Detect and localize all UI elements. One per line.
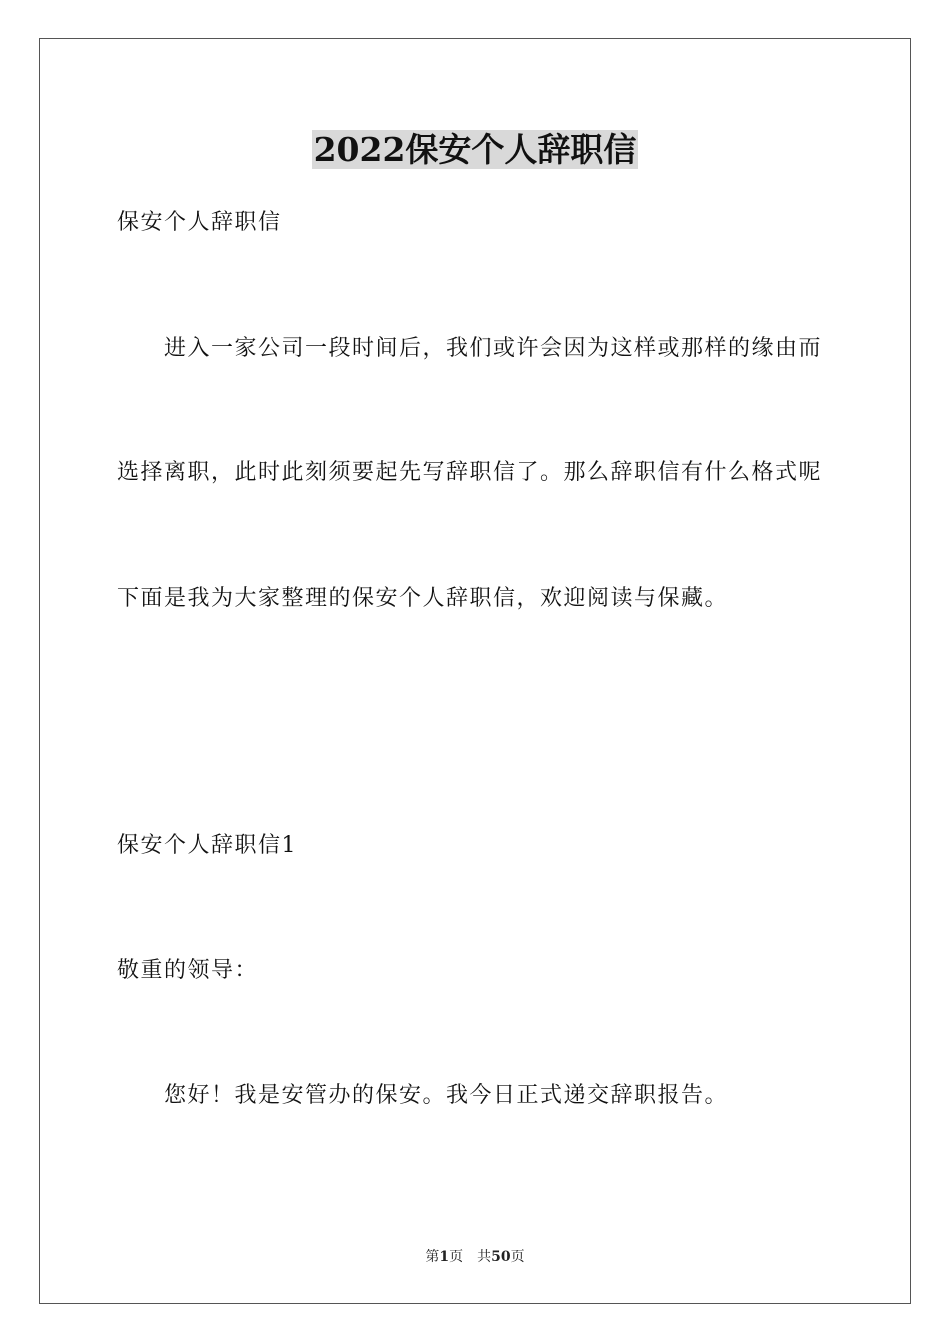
- intro-line-1: 进入一家公司一段时间后，我们或许会因为这样或那样的缘由而: [164, 336, 823, 361]
- intro-line-2: 选择离职，此时此刻须要起先写辞职信了。那么辞职信有什么格式呢: [117, 460, 823, 485]
- footer-page-number: 1: [439, 1249, 450, 1265]
- body-line-1: 您好！我是安管办的保安。我今日正式递交辞职报告。: [164, 1083, 729, 1108]
- salutation: 敬重的领导：: [117, 958, 259, 983]
- footer-total-suffix: 页: [510, 1249, 525, 1265]
- section-heading: 保安个人辞职信1: [117, 833, 297, 858]
- footer-page-suffix: 页: [449, 1249, 464, 1265]
- page-footer: [0, 1247, 950, 1267]
- footer-total-pages: 50: [491, 1249, 511, 1265]
- footer-total-prefix: 共: [477, 1249, 492, 1265]
- document-title: [0, 124, 950, 176]
- intro-line-3: 下面是我为大家整理的保安个人辞职信，欢迎阅读与保藏。: [117, 586, 729, 611]
- document-title-text: 2022保安个人辞职信: [313, 130, 637, 169]
- document-subtitle: 保安个人辞职信: [117, 210, 282, 235]
- footer-page-prefix: 第: [425, 1249, 440, 1265]
